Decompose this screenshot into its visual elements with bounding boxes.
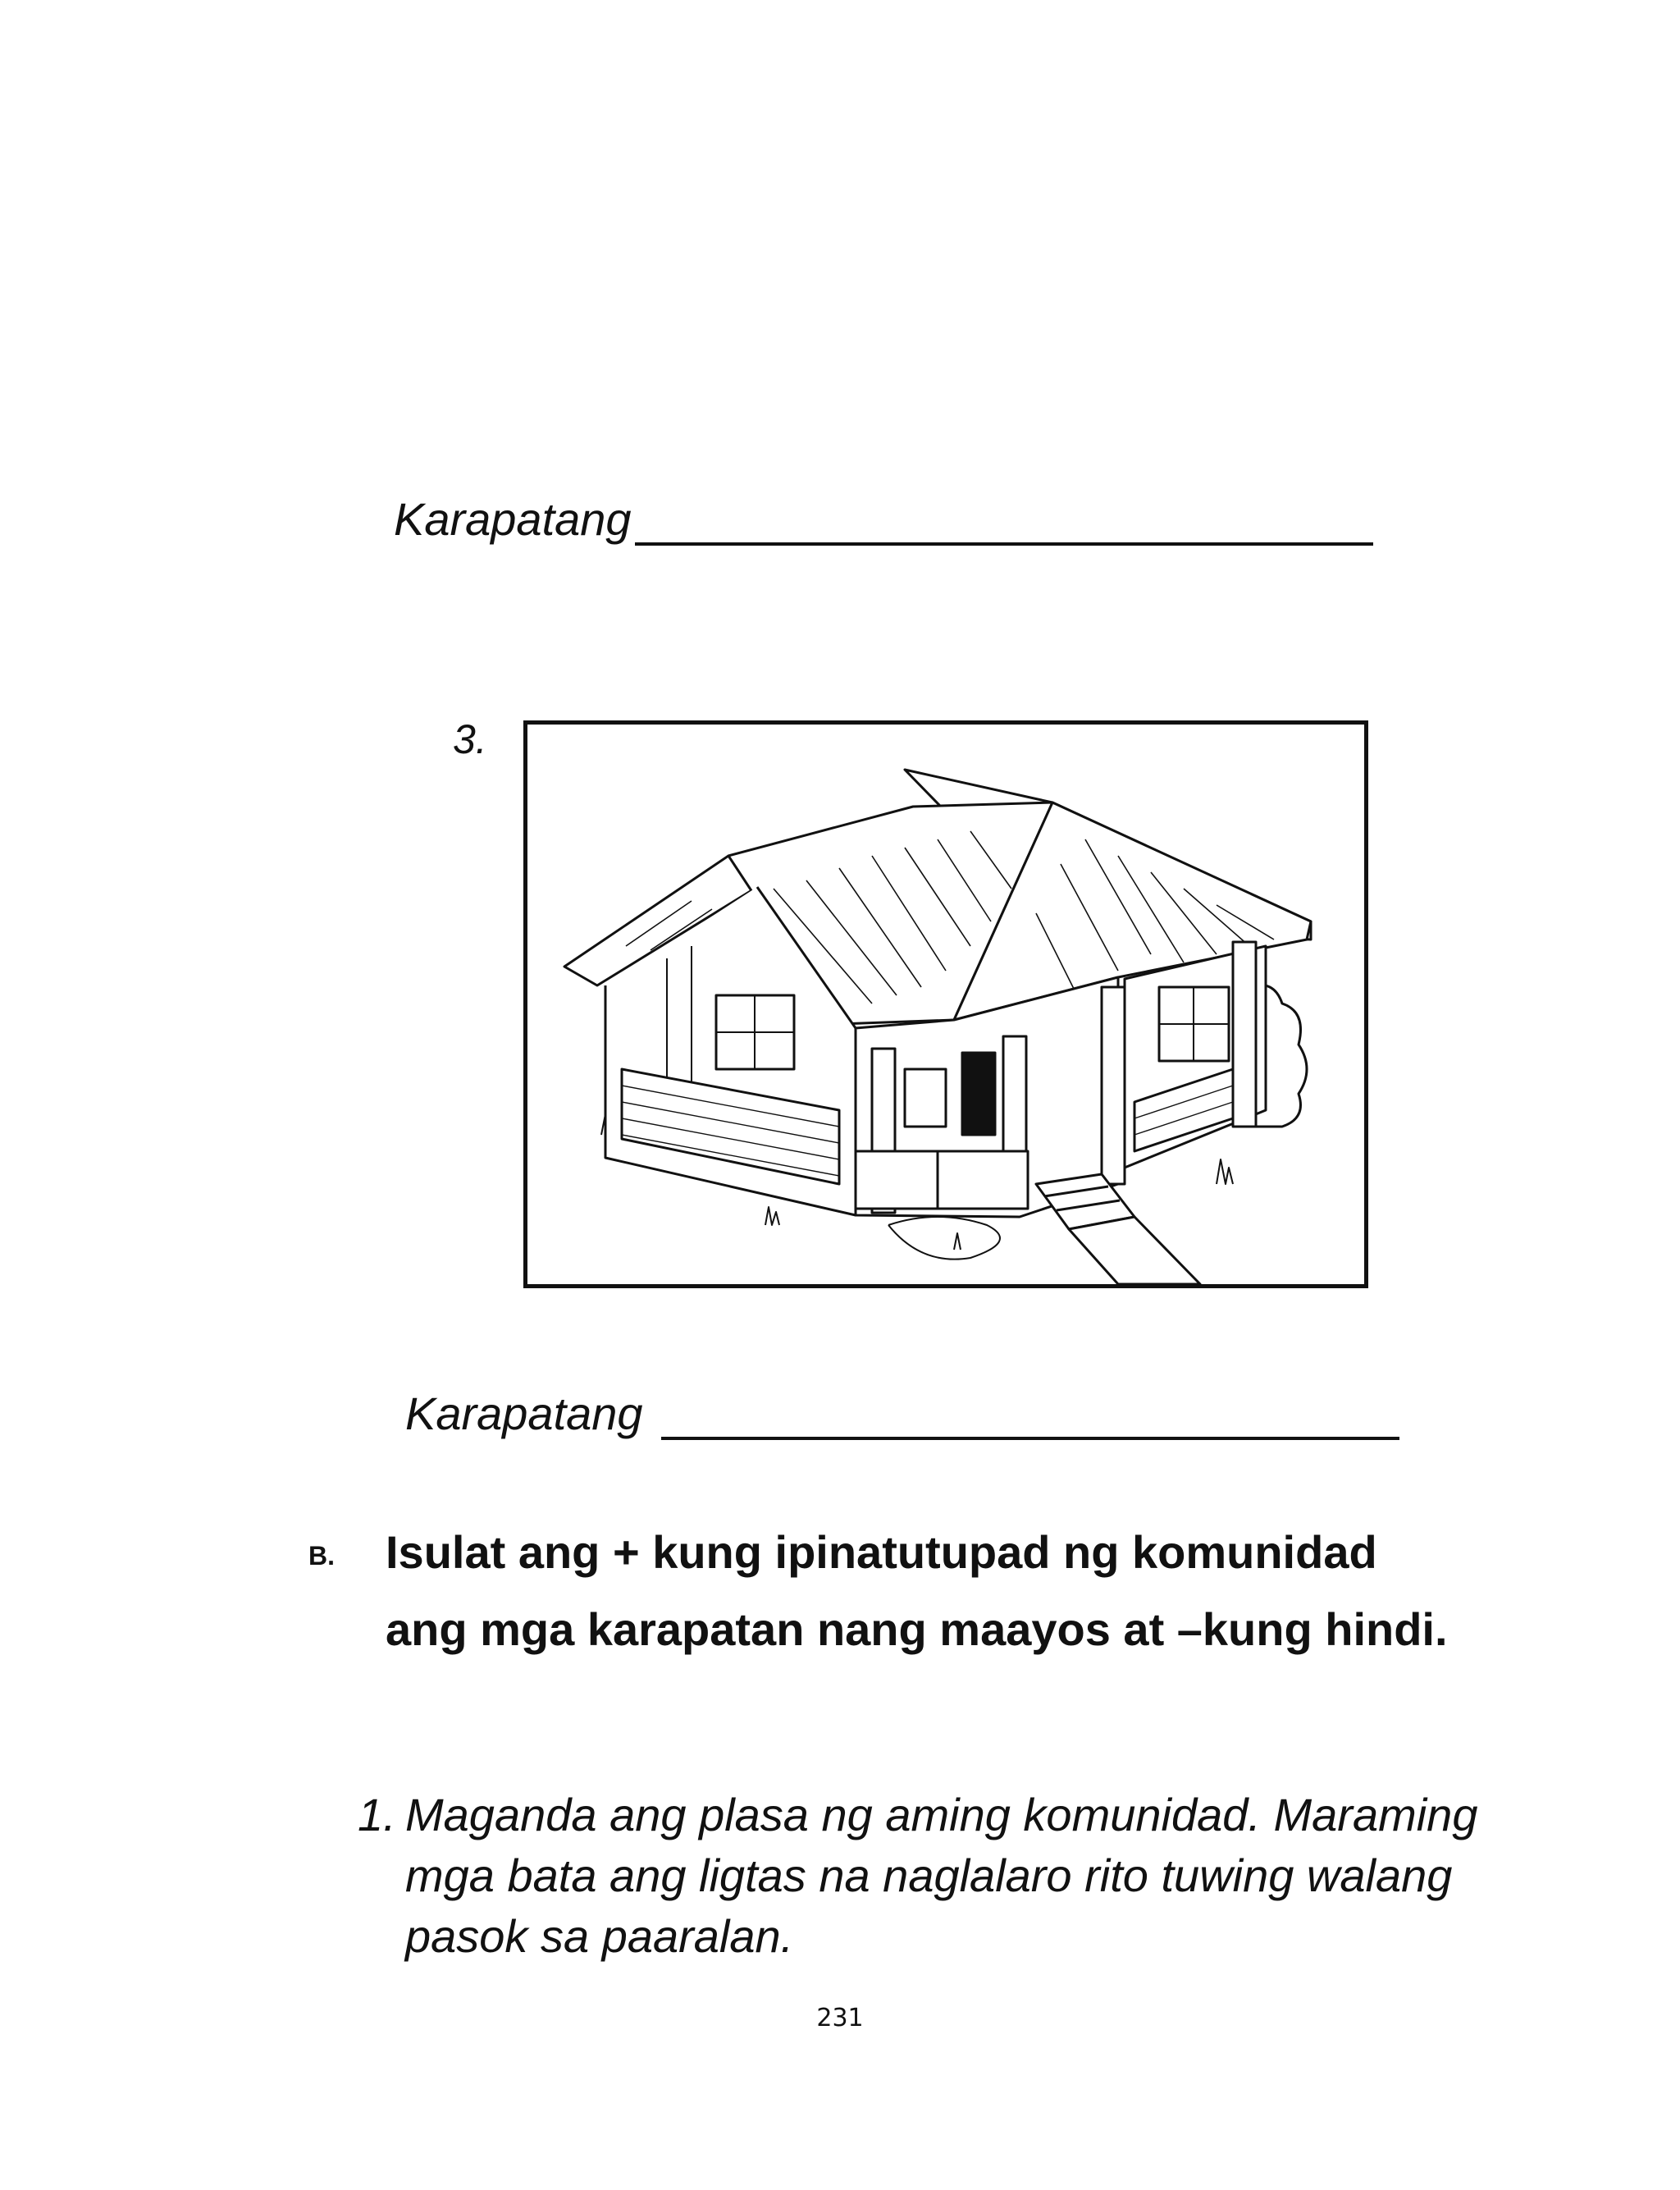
walkway: [1069, 1217, 1200, 1284]
house-illustration: [527, 725, 1364, 1284]
porch-post-right: [1102, 987, 1125, 1184]
question-item: [358, 1785, 1506, 1967]
section-instruction: Isulat ang + kung ipinatutupad ng komunidad ang mga karapatan nang maayos at –kung hindi.: [386, 1526, 1448, 1655]
question-text: Maganda ang plasa ng aming komunidad. Maraming mga bata ang ligtas na naglalaro rito tuwing walang pasok sa paaralan.: [405, 1789, 1478, 1962]
answer-line-karapatang-3: [405, 1387, 1399, 1440]
porch-post-far: [1233, 942, 1256, 1127]
answer-label: Karapatang: [405, 1388, 643, 1439]
porch-planter-left: [856, 1151, 938, 1209]
ground-patch: [888, 1217, 1000, 1260]
picture-item-number: 3.: [453, 716, 487, 762]
answer-blank[interactable]: [635, 506, 1373, 546]
section-letter: B.: [308, 1541, 335, 1570]
answer-label: Karapatang: [394, 493, 632, 545]
porch-planter-right: [938, 1151, 1028, 1209]
answer-line-karapatang-2: [394, 492, 1373, 546]
page-number: 231: [816, 2004, 864, 2032]
door: [962, 1053, 995, 1135]
answer-blank[interactable]: [661, 1401, 1399, 1440]
question-number: 1.: [358, 1789, 396, 1840]
porch-window: [905, 1069, 946, 1127]
picture-frame: [523, 720, 1368, 1288]
